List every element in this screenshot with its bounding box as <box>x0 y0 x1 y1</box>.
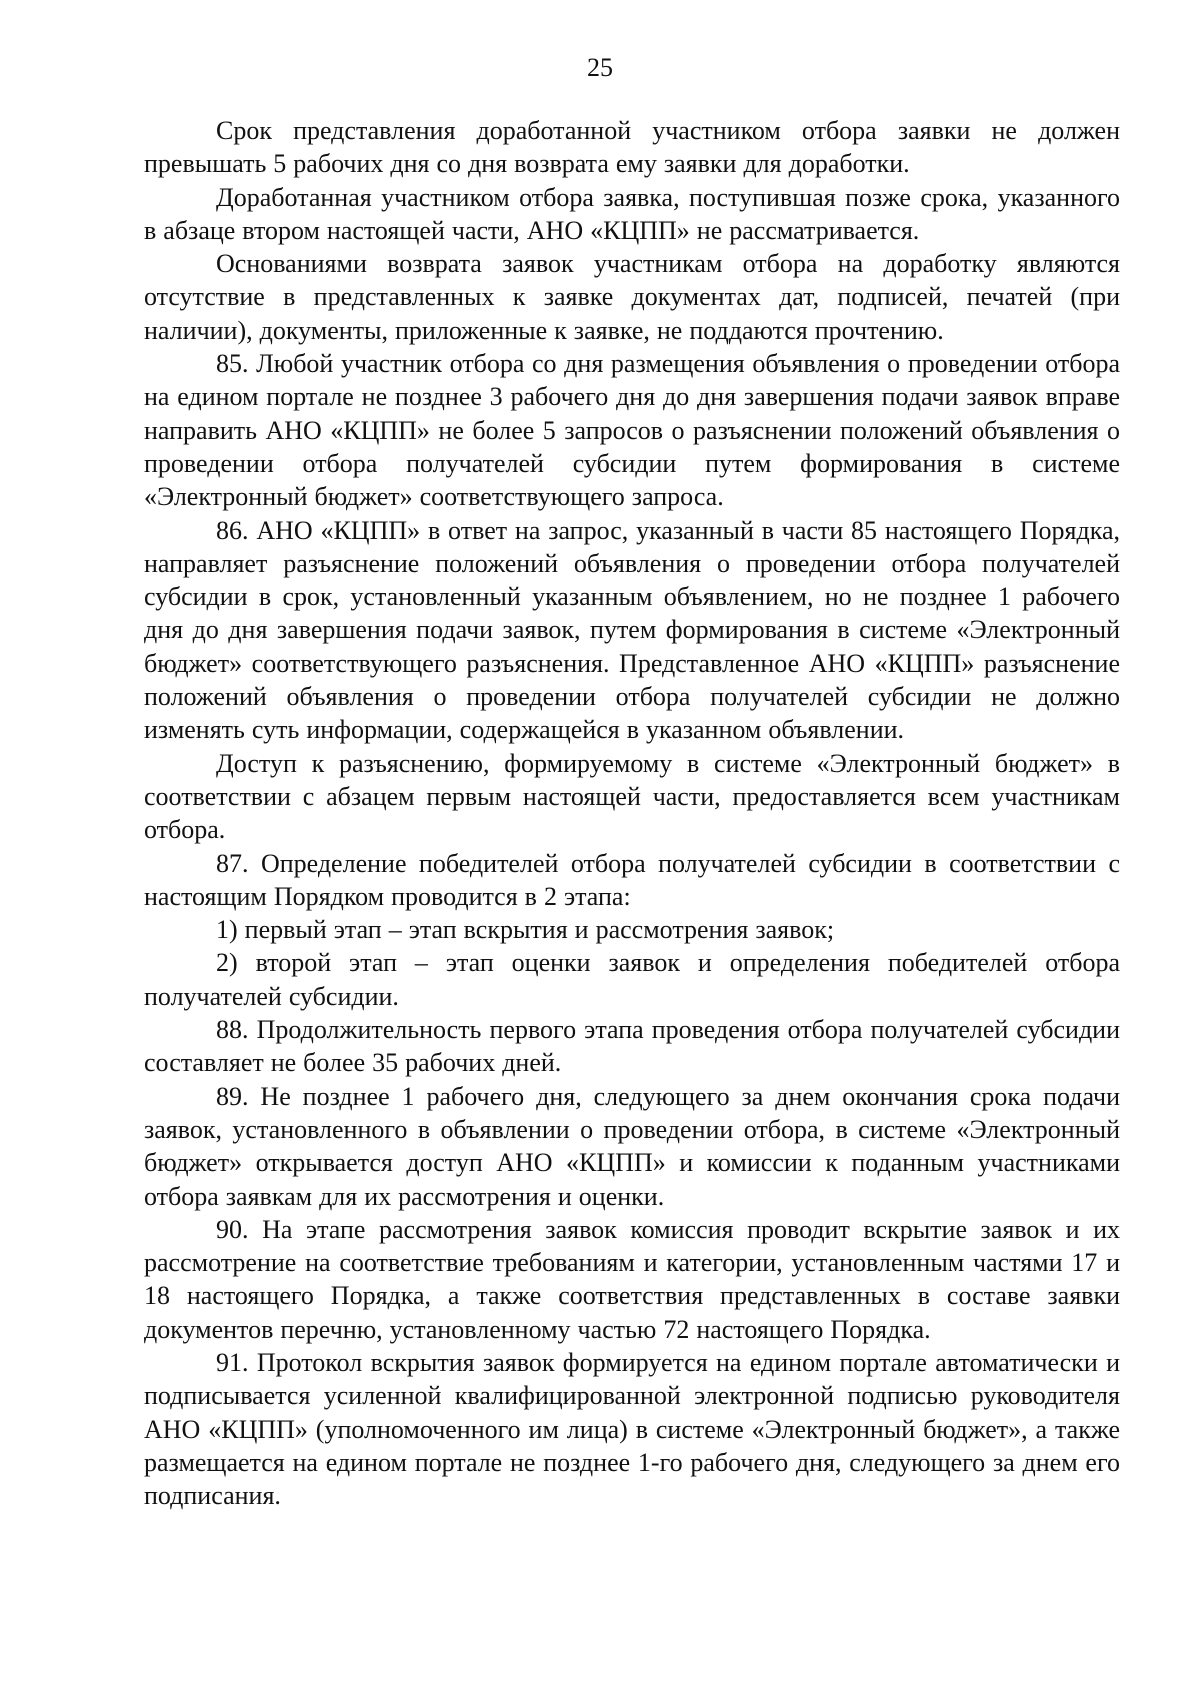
paragraph-87-stage-2: 2) второй этап – этап оценки заявок и определения победителей отбора получателей субсидии. <box>144 948 1120 1011</box>
paragraph-87: 87. Определение победителей отбора получателей субсидии в соответствии с настоящим Порядком проводится в 2 этапа: <box>144 848 1120 911</box>
paragraph-86-access: Доступ к разъяснению, формируемому в системе «Электронный бюджет» в соответствии с абзацем первым настоящей части, предоставляется всем участникам отбора. <box>144 748 1120 845</box>
paragraph-late-revision: Доработанная участником отбора заявка, поступившая позже срока, указанного в абзаце втором настоящей части, АНО «КЦПП» не рассматривается. <box>144 182 1120 245</box>
paragraph-88: 88. Продолжительность первого этапа проведения отбора получателей субсидии составляет не более 35 рабочих дней. <box>144 1015 1120 1078</box>
paragraph-87-stage-1: 1) первый этап – этап вскрытия и рассмотрения заявок; <box>216 915 835 945</box>
paragraph-86: 86. АНО «КЦПП» в ответ на запрос, указанный в части 85 настоящего Порядка, направляет разъяснение положений объявления о проведении отбора получателей субсидии в срок, установленный указанным объявлением, но не позднее 1 рабочего дня до дня завершения подачи заявок, путем формирования в системе «Электронный бюджет» соответствующего разъяснения. Представленное АНО «КЦПП» разъяснение положений объявления о проведении отбора получателей субсидии не должно изменять суть информации, содержащейся в указанном объявлении. <box>144 515 1120 745</box>
paragraph-89: 89. Не позднее 1 рабочего дня, следующего за днем окончания срока подачи заявок, установленного в объявлении о проведении отбора, в системе «Электронный бюджет» открывается доступ АНО «КЦПП» и комиссии к поданным участниками отбора заявкам для их рассмотрения и оценки. <box>144 1081 1120 1211</box>
paragraph-revision-deadline: Срок представления доработанной участником отбора заявки не должен превышать 5 рабочих дня со дня возврата ему заявки для доработки. <box>144 116 1120 179</box>
paragraph-90: 90. На этапе рассмотрения заявок комиссия проводит вскрытие заявок и их рассмотрение на соответствие требованиям и категории, установленным частями 17 и 18 настоящего Порядка, а также соответствия представленных в составе заявки документов перечню, установленному частью 72 настоящего Порядка. <box>144 1214 1120 1344</box>
paragraph-91: 91. Протокол вскрытия заявок формируется на едином портале автоматически и подписывается усиленной квалифицированной электронной подписью руководителя АНО «КЦПП» (уполномоченного им лица) в системе «Электронный бюджет», а также размещается на едином портале не позднее 1-го рабочего дня, следующего за днем его подписания. <box>144 1347 1120 1511</box>
page-number: 25 <box>587 53 613 82</box>
paragraph-85: 85. Любой участник отбора со дня размещения объявления о проведении отбора на едином портале не позднее 3 рабочего дня до дня завершения подачи заявок вправе направить АНО «КЦПП» не более 5 запросов о разъяснении положений объявления о проведении отбора получателей субсидии путем формирования в системе «Электронный бюджет» соответствующего запроса. <box>144 349 1120 512</box>
document-body <box>144 114 1120 1512</box>
paragraph-return-grounds: Основаниями возврата заявок участникам отбора на доработку являются отсутствие в представленных к заявке документах дат, подписей, печатей (при наличии), документы, приложенные к заявке, не поддаются прочтению. <box>144 249 1120 345</box>
